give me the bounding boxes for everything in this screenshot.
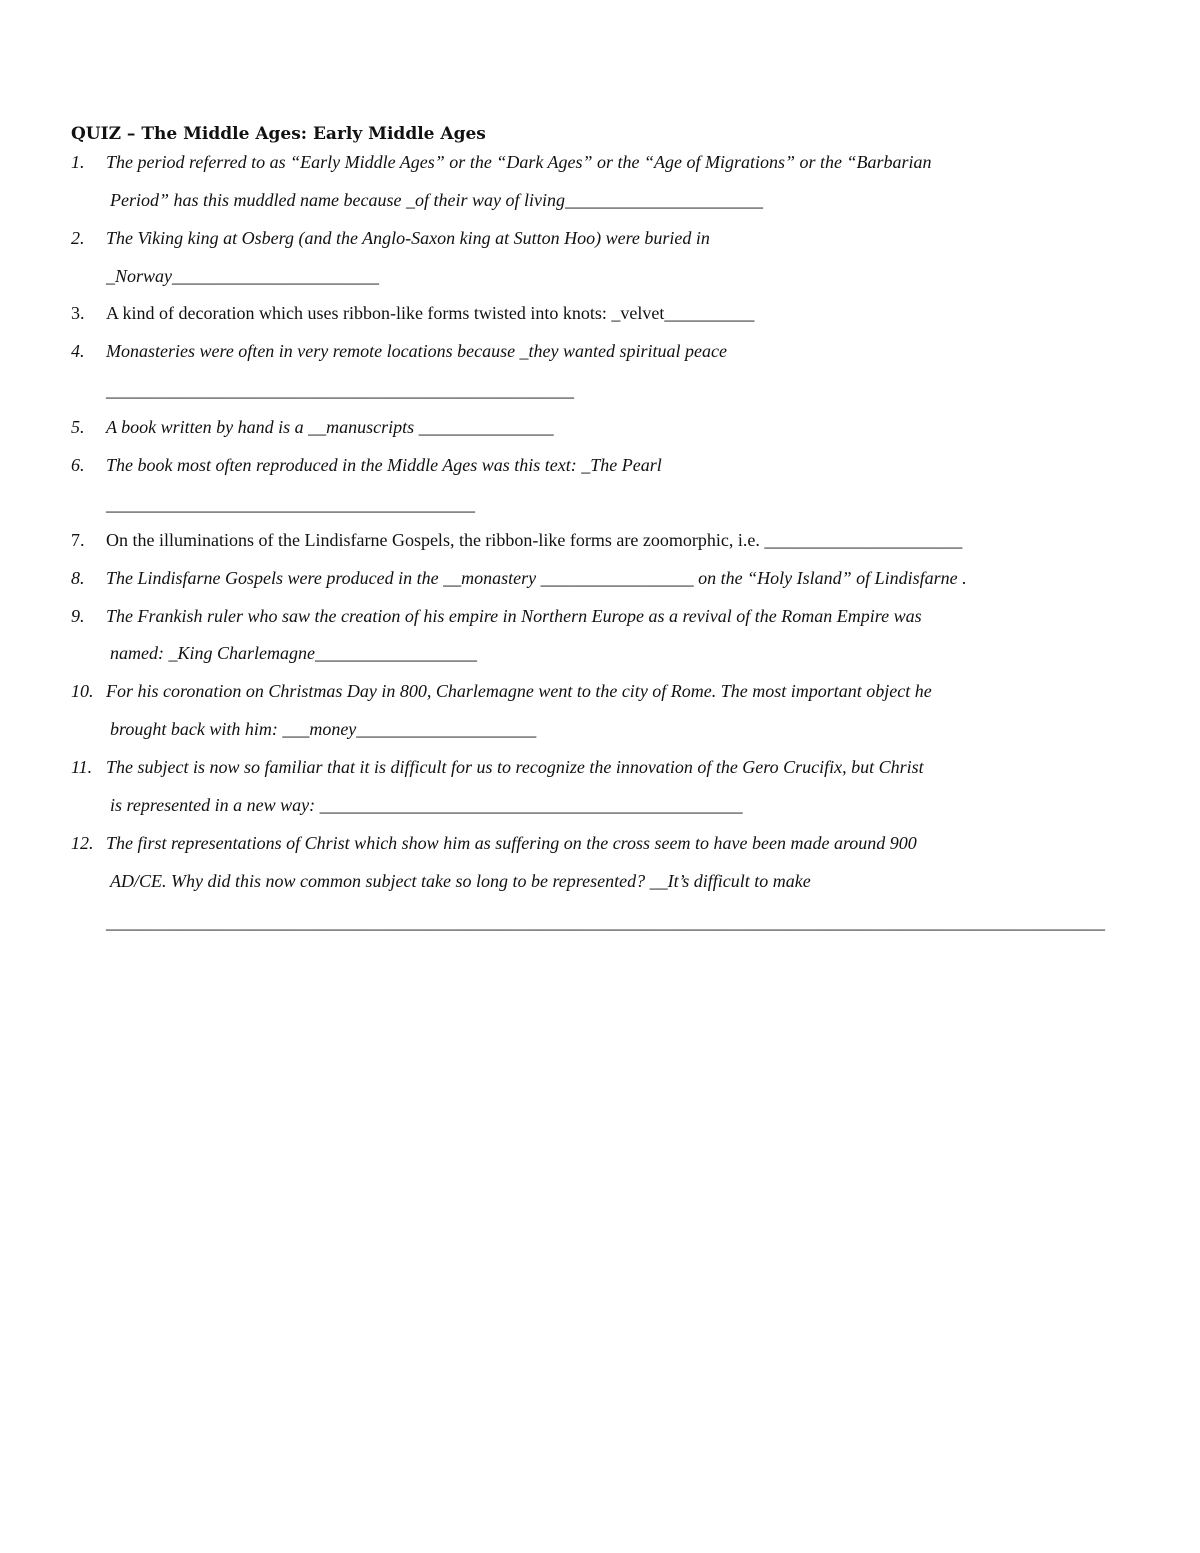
question-text-line: The Lindisfarne Gospels were produced in the __monastery _________________ on the “Holy Island” of Lindisfarne . xyxy=(106,568,967,588)
quiz-title: QUIZ – The Middle Ages: Early Middle Ages xyxy=(71,124,486,144)
question-text-line: The Viking king at Osberg (and the Anglo-Saxon king at Sutton Hoo) were buried in xyxy=(106,228,710,248)
question-text-line: For his coronation on Christmas Day in 800, Charlemagne went to the city of Rome. The most important object he xyxy=(106,681,932,701)
question-text-line: The first representations of Christ which show him as suffering on the cross seem to have been made around 900 xyxy=(106,833,917,853)
question-text-line: brought back with him: ___money____________________ xyxy=(110,719,537,739)
question-text-line: named: _King Charlemagne__________________ xyxy=(110,643,477,663)
answer-blank: ____________________________________________________ xyxy=(106,380,574,400)
question-number: 10. xyxy=(71,681,94,701)
question-number: 7. xyxy=(71,530,85,550)
question-number: 3. xyxy=(71,303,85,323)
question-number: 8. xyxy=(71,568,85,588)
question-text-line: is represented in a new way: _______________________________________________ xyxy=(110,795,743,815)
question-number: 1. xyxy=(71,152,85,172)
question-number: 5. xyxy=(71,417,85,437)
question-text-line: A kind of decoration which uses ribbon-like forms twisted into knots: _velvet__________ xyxy=(106,303,755,323)
question-text-line: Period” has this muddled name because _of their way of living______________________ xyxy=(110,190,763,210)
question-number: 11. xyxy=(71,757,93,777)
question-text-line: The subject is now so familiar that it is difficult for us to recognize the innovation of the Gero Crucifix, but Christ xyxy=(106,757,924,777)
answer-blank: _________________________________________ xyxy=(106,494,475,514)
question-text-line: A book written by hand is a __manuscripts _______________ xyxy=(106,417,554,437)
question-number: 4. xyxy=(71,341,85,361)
question-text-line: On the illuminations of the Lindisfarne Gospels, the ribbon-like forms are zoomorphic, i.e. ______________________ xyxy=(106,530,963,550)
question-text-line: The Frankish ruler who saw the creation of his empire in Northern Europe as a revival of the Roman Empire was xyxy=(106,606,922,626)
question-text-line: AD/CE. Why did this now common subject take so long to be represented? __It’s difficult to make xyxy=(110,871,811,891)
answer-blank: _______________________________________________________________________________________________________________ xyxy=(106,912,1105,932)
question-text-line: _Norway_______________________ xyxy=(106,266,380,286)
question-text-line: The period referred to as “Early Middle Ages” or the “Dark Ages” or the “Age of Migrations” or the “Barbarian xyxy=(106,152,932,172)
question-number: 9. xyxy=(71,606,85,626)
question-number: 6. xyxy=(71,455,85,475)
question-text-line: The book most often reproduced in the Middle Ages was this text: _The Pearl xyxy=(106,455,662,475)
question-number: 2. xyxy=(71,228,85,248)
question-number: 12. xyxy=(71,833,94,853)
question-text-line: Monasteries were often in very remote locations because _they wanted spiritual peace xyxy=(106,341,728,361)
